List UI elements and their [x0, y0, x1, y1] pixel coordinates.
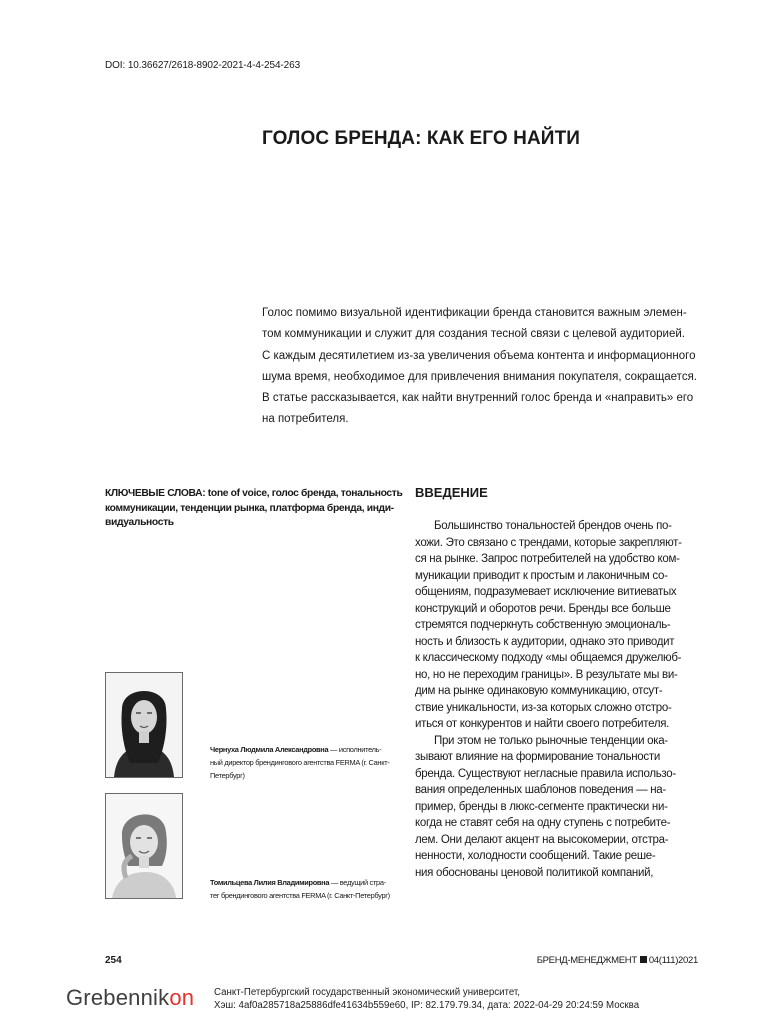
download-stamp [214, 987, 639, 1012]
journal-issue: 04(111)2021 [648, 955, 698, 966]
body-line: хожи. Это связано с трендами, которые закрепляют- [415, 536, 682, 549]
journal-name: БРЕНД-МЕНЕДЖМЕНТ [536, 955, 637, 966]
abstract-line: В статье рассказывается, как найти внутренний голос бренда и «направить» его [262, 392, 694, 405]
body-line: При этом не только рыночные тенденции ока- [434, 734, 668, 747]
author-role: — ведущий стра- [329, 878, 386, 887]
stamp-line: Санкт-Петербургский государственный экономический университет, [214, 987, 520, 998]
author-role: ный директор брендингового агентства FERMA (г. Санкт- [210, 758, 390, 767]
portrait-image [106, 794, 182, 898]
body-text [415, 518, 715, 881]
abstract [262, 303, 704, 431]
body-line: когда не ставят себя на одну ступень с потребите- [415, 817, 671, 829]
body-line: Большинство тональностей брендов очень по- [434, 520, 672, 532]
body-line: стремятся подчеркнуть собственную эмоциональ- [415, 619, 671, 631]
author-name: Томильцева Лилия Владимировна [210, 878, 330, 887]
body-line: пример, бренды в люкс-сегменте практически ни- [415, 800, 668, 813]
body-line: иться от конкурентов и найти своего потребителя. [415, 718, 670, 730]
body-line: ствие уникальности, из-за которых сложно отстро- [415, 701, 672, 714]
square-bullet-icon [640, 956, 647, 963]
author-caption-2 [210, 876, 390, 902]
author-photo-2 [105, 793, 183, 899]
body-line: ненности, холодности сообщений. Такие реше- [415, 850, 656, 862]
body-line: муникации приводит к простым и лаконичным со- [415, 569, 668, 582]
portrait-image [106, 673, 182, 777]
body-line: ния обоснованы ценовой политикой компаний, [415, 866, 654, 879]
journal-footer [537, 955, 698, 966]
keywords [105, 487, 403, 531]
body-line: зывают влияние на формирование тональности [415, 751, 660, 763]
body-line: ность и близость к аудитории, однако это приводит [415, 635, 675, 648]
body-line: конструкций и оборотов речи. Бренды все больше [415, 602, 671, 615]
doi-line: DOI: 10.36627/2618-8902-2021-4-4-254-263 [105, 60, 301, 71]
page-number: 254 [105, 955, 122, 966]
author-caption-1 [210, 743, 389, 782]
body-line: к классическому подходу «мы общаемся дружелюб- [415, 652, 682, 664]
article-title: ГОЛОС БРЕНДА: КАК ЕГО НАЙТИ [262, 128, 581, 149]
body-line: но, но не переходим границы». В результате мы ви- [415, 668, 678, 681]
body-line: вания определенных шаблонов поведения — на- [415, 784, 666, 796]
body-line: лем. Они делают акцент на высокомерии, отстра- [415, 833, 669, 846]
abstract-line: Голос помимо визуальной идентификации бренда становится важным элемен- [262, 307, 687, 319]
abstract-line: на потребителя. [262, 413, 349, 426]
keywords-line: видуальность [105, 517, 174, 528]
author-role: — исполнитель- [328, 745, 382, 754]
abstract-line: шума время, необходимое для привлечения внимания покупателя, сокращается. [262, 370, 697, 383]
author-role: Петербург) [210, 771, 245, 780]
keywords-line: коммуникации, тенденции рынка, платформа бренда, инди- [105, 502, 394, 514]
abstract-line: том коммуникации и служит для создания тесной связи с целевой аудиторией. [262, 328, 685, 341]
keywords-line: КЛЮЧЕВЫЕ СЛОВА: tone of voice, голос бренда, тональность [105, 488, 403, 499]
publisher-logo[interactable] [66, 985, 194, 1011]
logo-main: Grebennik [66, 985, 170, 1010]
author-name: Чернуха Людмила Александровна [210, 745, 329, 754]
logo-accent: on [169, 985, 195, 1010]
section-heading: ВВЕДЕНИЕ [415, 485, 488, 500]
body-line: бренда. Существуют негласные правила использо- [415, 767, 676, 780]
author-role: тег брендингового агентства FERMA (г. Санкт-Петербург) [210, 891, 390, 900]
body-line: дим на рынке одинаковую коммуникацию, отсут- [415, 685, 663, 697]
author-photo-1 [105, 672, 183, 778]
body-line: общениям, подразумевает исключение витиеватых [415, 586, 677, 598]
stamp-line: Хэш: 4af0a285718a25886dfe41634b559e60, IP: 82.179.79.34, дата: 2022-04-29 20:24:59 Москва [214, 999, 640, 1011]
body-line: ся на рынке. Запрос потребителей на удобство ком- [415, 553, 680, 565]
abstract-line: С каждым десятилетием из-за увеличения объема контента и информационного [262, 349, 696, 362]
